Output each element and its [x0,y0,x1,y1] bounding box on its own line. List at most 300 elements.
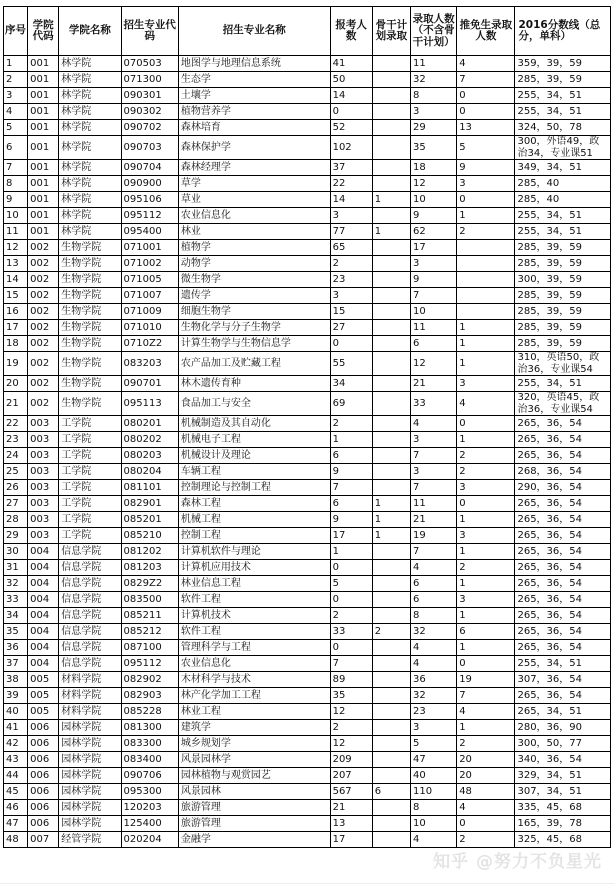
cell-recommended: 3 [457,592,515,608]
cell-index: 30 [4,544,28,560]
cell-applicants: 7 [330,480,372,496]
cell-college-code: 001 [28,104,59,120]
cell-major-code: 125400 [121,816,178,832]
cell-score-line: 340，36，54 [515,752,611,768]
cell-admitted: 10 [410,192,456,208]
cell-recommended: 2 [457,224,515,240]
cell-index: 40 [4,704,28,720]
admissions-table [3,6,611,848]
cell-college-name: 生物学院 [59,272,121,288]
cell-index: 14 [4,272,28,288]
cell-major-name: 软件工程 [178,624,330,640]
cell-college-code: 006 [28,720,59,736]
cell-applicants: 209 [330,752,372,768]
cell-backbone-plan [372,448,410,464]
table-row [4,160,611,176]
cell-backbone-plan: 1 [372,224,410,240]
cell-major-name: 农产品加工及贮藏工程 [178,352,330,376]
cell-backbone-plan [372,560,410,576]
cell-college-name: 林学院 [59,224,121,240]
table-row [4,352,611,376]
cell-college-code: 006 [28,752,59,768]
cell-college-name: 林学院 [59,120,121,136]
cell-score-line: 324，50，78 [515,120,611,136]
cell-recommended: 4 [457,800,515,816]
cell-index: 2 [4,72,28,88]
cell-applicants: 65 [330,240,372,256]
cell-score-line: 285，39，59 [515,336,611,352]
cell-college-code: 002 [28,272,59,288]
cell-index: 17 [4,320,28,336]
cell-backbone-plan [372,304,410,320]
cell-major-code: 095112 [121,208,178,224]
cell-index: 16 [4,304,28,320]
cell-backbone-plan [372,392,410,416]
cell-college-code: 004 [28,592,59,608]
cell-index: 1 [4,56,28,72]
cell-major-code: 120203 [121,800,178,816]
cell-recommended: 19 [457,672,515,688]
cell-applicants: 6 [330,496,372,512]
cell-major-code: 071007 [121,288,178,304]
header-index: 序号 [4,7,28,56]
cell-admitted: 6 [410,592,456,608]
cell-backbone-plan: 1 [372,528,410,544]
cell-backbone-plan: 6 [372,784,410,800]
cell-applicants: 35 [330,688,372,704]
table-row [4,624,611,640]
cell-recommended: 7 [457,688,515,704]
cell-major-code: 085201 [121,512,178,528]
cell-recommended: 20 [457,768,515,784]
cell-major-name: 风景园林 [178,784,330,800]
cell-major-name: 植物学 [178,240,330,256]
cell-admitted: 47 [410,752,456,768]
table-body [4,56,611,848]
cell-major-name: 园林植物与观赏园艺 [178,768,330,784]
cell-major-name: 生物化学与分子生物学 [178,320,330,336]
cell-score-line: 265，36，54 [515,640,611,656]
cell-admitted: 3 [410,432,456,448]
cell-major-name: 生态学 [178,72,330,88]
cell-major-code: 081300 [121,720,178,736]
cell-major-name: 控制理论与控制工程 [178,480,330,496]
cell-backbone-plan [372,640,410,656]
cell-major-name: 金融学 [178,832,330,848]
cell-applicants: 0 [330,336,372,352]
cell-major-code: 095112 [121,656,178,672]
cell-applicants: 9 [330,512,372,528]
cell-index: 37 [4,656,28,672]
cell-applicants: 14 [330,88,372,104]
cell-admitted: 10 [410,304,456,320]
cell-admitted: 6 [410,576,456,592]
cell-major-name: 软件工程 [178,592,330,608]
cell-major-code: 090704 [121,160,178,176]
cell-score-line: 165，39，78 [515,816,611,832]
cell-applicants: 12 [330,704,372,720]
cell-college-name: 材料学院 [59,704,121,720]
table-row [4,224,611,240]
cell-major-name: 城乡规划学 [178,736,330,752]
table-row [4,832,611,848]
cell-major-code: 090302 [121,104,178,120]
cell-recommended: 20 [457,752,515,768]
cell-college-code: 002 [28,240,59,256]
cell-college-code: 001 [28,224,59,240]
cell-index: 33 [4,592,28,608]
cell-admitted: 7 [410,448,456,464]
cell-recommended: 1 [457,336,515,352]
table-header [4,7,611,56]
cell-recommended: 2 [457,448,515,464]
cell-score-line: 255，34，51 [515,656,611,672]
cell-college-code: 002 [28,352,59,376]
header-recommended: 推免生录取人数 [457,7,515,56]
cell-score-line: 255，34，51 [515,88,611,104]
cell-recommended: 1 [457,432,515,448]
cell-major-name: 建筑学 [178,720,330,736]
cell-major-name: 植物营养学 [178,104,330,120]
cell-applicants: 17 [330,528,372,544]
cell-admitted: 7 [410,480,456,496]
cell-major-name: 机械设计及理论 [178,448,330,464]
cell-college-name: 工学院 [59,432,121,448]
cell-index: 27 [4,496,28,512]
cell-applicants: 2 [330,608,372,624]
cell-applicants: 0 [330,592,372,608]
table-row [4,560,611,576]
cell-college-code: 004 [28,576,59,592]
cell-index: 31 [4,560,28,576]
cell-admitted: 4 [410,416,456,432]
cell-recommended: 1 [457,576,515,592]
table-row [4,752,611,768]
cell-applicants: 102 [330,136,372,160]
cell-index: 46 [4,800,28,816]
cell-index: 10 [4,208,28,224]
cell-score-line: 265，36，54 [515,624,611,640]
cell-college-name: 园林学院 [59,768,121,784]
table-row [4,56,611,72]
table-row [4,816,611,832]
cell-applicants: 1 [330,432,372,448]
table-row [4,720,611,736]
cell-admitted: 8 [410,608,456,624]
cell-college-name: 工学院 [59,480,121,496]
cell-index: 41 [4,720,28,736]
cell-backbone-plan [372,288,410,304]
header-major-code: 招生专业代码 [121,7,178,56]
cell-score-line: 285，39，59 [515,320,611,336]
cell-applicants: 34 [330,376,372,392]
cell-college-name: 信息学院 [59,608,121,624]
cell-score-line: 300，外语49，政治34，专业课51 [515,136,611,160]
cell-college-code: 004 [28,560,59,576]
table-row [4,544,611,560]
cell-college-code: 001 [28,72,59,88]
cell-major-code: 090702 [121,120,178,136]
cell-recommended: 4 [457,704,515,720]
cell-index: 19 [4,352,28,376]
cell-admitted: 18 [410,160,456,176]
cell-recommended: 5 [457,136,515,160]
cell-score-line: 265，36，54 [515,512,611,528]
table-row [4,736,611,752]
cell-major-name: 食品加工与安全 [178,392,330,416]
cell-score-line: 307，36，54 [515,672,611,688]
cell-major-name: 微生物学 [178,272,330,288]
cell-score-line: 255，34，51 [515,208,611,224]
cell-major-name: 森林经理学 [178,160,330,176]
cell-recommended: 7 [457,72,515,88]
cell-major-name: 旅游管理 [178,800,330,816]
cell-recommended [457,304,515,320]
cell-score-line: 265，36，54 [515,608,611,624]
cell-major-code: 082903 [121,688,178,704]
cell-major-code: 085228 [121,704,178,720]
cell-major-name: 林业工程 [178,704,330,720]
cell-college-name: 林学院 [59,176,121,192]
cell-recommended [457,288,515,304]
cell-admitted: 36 [410,672,456,688]
cell-applicants: 2 [330,256,372,272]
cell-major-code: 087100 [121,640,178,656]
cell-admitted: 8 [410,800,456,816]
cell-admitted: 3 [410,104,456,120]
cell-college-code: 002 [28,320,59,336]
cell-college-code: 003 [28,432,59,448]
cell-backbone-plan [372,208,410,224]
cell-recommended: 1 [457,352,515,376]
cell-score-line: 300，39，59 [515,272,611,288]
cell-index: 9 [4,192,28,208]
cell-college-code: 002 [28,288,59,304]
table-row [4,88,611,104]
header-college-code: 学院代码 [28,7,59,56]
cell-college-name: 工学院 [59,512,121,528]
cell-backbone-plan [372,160,410,176]
cell-college-code: 001 [28,160,59,176]
cell-college-code: 006 [28,768,59,784]
cell-college-name: 生物学院 [59,336,121,352]
cell-applicants: 13 [330,816,372,832]
header-admitted: 录取人数（不含骨干计划） [410,7,456,56]
cell-admitted: 23 [410,704,456,720]
table-row [4,288,611,304]
cell-backbone-plan: 2 [372,624,410,640]
header-score-line: 2016分数线（总分，单科） [515,7,611,56]
table-row [4,256,611,272]
cell-backbone-plan [372,416,410,432]
cell-college-code: 001 [28,176,59,192]
table-row [4,784,611,800]
cell-major-name: 农业信息化 [178,208,330,224]
cell-college-name: 林学院 [59,136,121,160]
cell-backbone-plan [372,104,410,120]
table-row [4,464,611,480]
cell-college-code: 006 [28,816,59,832]
cell-applicants: 0 [330,560,372,576]
cell-applicants: 9 [330,464,372,480]
cell-college-code: 002 [28,392,59,416]
cell-applicants: 52 [330,120,372,136]
cell-college-name: 工学院 [59,528,121,544]
cell-score-line: 335，45，68 [515,800,611,816]
cell-major-code: 071010 [121,320,178,336]
cell-score-line: 285，39，59 [515,72,611,88]
cell-college-name: 材料学院 [59,672,121,688]
cell-recommended: 0 [457,104,515,120]
cell-major-code: 090900 [121,176,178,192]
table-row [4,432,611,448]
header-college-name: 学院名称 [59,7,121,56]
cell-backbone-plan [372,376,410,392]
cell-admitted: 29 [410,120,456,136]
cell-index: 39 [4,688,28,704]
cell-college-code: 001 [28,208,59,224]
cell-admitted: 3 [410,256,456,272]
table-row [4,272,611,288]
cell-recommended: 2 [457,832,515,848]
cell-admitted: 19 [410,528,456,544]
cell-major-code: 085211 [121,608,178,624]
cell-recommended: 13 [457,120,515,136]
cell-major-code: 0710Z2 [121,336,178,352]
table-row [4,176,611,192]
cell-college-name: 生物学院 [59,288,121,304]
cell-index: 29 [4,528,28,544]
cell-major-code: 0829Z2 [121,576,178,592]
cell-major-code: 085210 [121,528,178,544]
cell-major-name: 计算生物学与生物信息学 [178,336,330,352]
cell-backbone-plan [372,672,410,688]
cell-major-name: 计算机技术 [178,608,330,624]
cell-index: 3 [4,88,28,104]
cell-college-code: 002 [28,336,59,352]
cell-backbone-plan [372,464,410,480]
cell-applicants: 7 [330,656,372,672]
cell-backbone-plan [372,56,410,72]
cell-college-name: 林学院 [59,72,121,88]
cell-applicants: 567 [330,784,372,800]
cell-college-code: 001 [28,56,59,72]
cell-backbone-plan [372,736,410,752]
table-row [4,800,611,816]
cell-backbone-plan [372,688,410,704]
cell-backbone-plan [372,136,410,160]
cell-backbone-plan [372,592,410,608]
cell-backbone-plan [372,720,410,736]
cell-college-name: 林学院 [59,56,121,72]
cell-college-name: 生物学院 [59,320,121,336]
cell-recommended: 3 [457,176,515,192]
table-row [4,336,611,352]
cell-recommended: 4 [457,56,515,72]
cell-college-code: 003 [28,416,59,432]
cell-backbone-plan [372,256,410,272]
cell-admitted: 32 [410,72,456,88]
cell-applicants: 5 [330,576,372,592]
cell-recommended: 0 [457,816,515,832]
cell-major-name: 旅游管理 [178,816,330,832]
cell-index: 32 [4,576,28,592]
cell-applicants: 50 [330,72,372,88]
table-row [4,72,611,88]
table-row [4,304,611,320]
cell-major-name: 土壤学 [178,88,330,104]
cell-recommended: 1 [457,320,515,336]
cell-applicants: 2 [330,416,372,432]
cell-applicants: 0 [330,104,372,120]
cell-major-code: 085212 [121,624,178,640]
cell-major-code: 090706 [121,768,178,784]
cell-college-name: 工学院 [59,416,121,432]
cell-index: 42 [4,736,28,752]
cell-score-line: 285，40 [515,176,611,192]
cell-index: 26 [4,480,28,496]
cell-index: 15 [4,288,28,304]
cell-index: 25 [4,464,28,480]
cell-college-code: 003 [28,448,59,464]
cell-index: 34 [4,608,28,624]
cell-index: 48 [4,832,28,848]
cell-major-name: 遗传学 [178,288,330,304]
cell-major-code: 080203 [121,448,178,464]
cell-backbone-plan: 1 [372,496,410,512]
cell-college-code: 006 [28,784,59,800]
table-row [4,592,611,608]
cell-major-name: 计算机软件与理论 [178,544,330,560]
cell-index: 47 [4,816,28,832]
table-row [4,608,611,624]
cell-recommended: 1 [457,208,515,224]
cell-applicants: 22 [330,176,372,192]
cell-recommended [457,240,515,256]
cell-admitted: 35 [410,136,456,160]
cell-major-name: 细胞生物学 [178,304,330,320]
table-row [4,688,611,704]
cell-index: 7 [4,160,28,176]
cell-major-name: 林产化学加工工程 [178,688,330,704]
cell-backbone-plan [372,608,410,624]
header-major-name: 招生专业名称 [178,7,330,56]
cell-score-line: 310，英语50，政治36，专业课54 [515,352,611,376]
cell-college-code: 006 [28,736,59,752]
table-row [4,208,611,224]
cell-backbone-plan [372,88,410,104]
table-row [4,704,611,720]
cell-major-name: 机械制造及其自动化 [178,416,330,432]
cell-college-code: 005 [28,704,59,720]
cell-major-name: 风景园林学 [178,752,330,768]
table-row [4,136,611,160]
cell-applicants: 14 [330,192,372,208]
cell-recommended: 2 [457,560,515,576]
cell-college-code: 003 [28,512,59,528]
cell-college-code: 004 [28,624,59,640]
cell-major-code: 095400 [121,224,178,240]
table-row [4,528,611,544]
table-row [4,448,611,464]
cell-major-code: 081202 [121,544,178,560]
cell-backbone-plan [372,656,410,672]
cell-backbone-plan [372,352,410,376]
table-row [4,512,611,528]
cell-major-code: 095113 [121,392,178,416]
table-row [4,320,611,336]
cell-admitted: 7 [410,544,456,560]
